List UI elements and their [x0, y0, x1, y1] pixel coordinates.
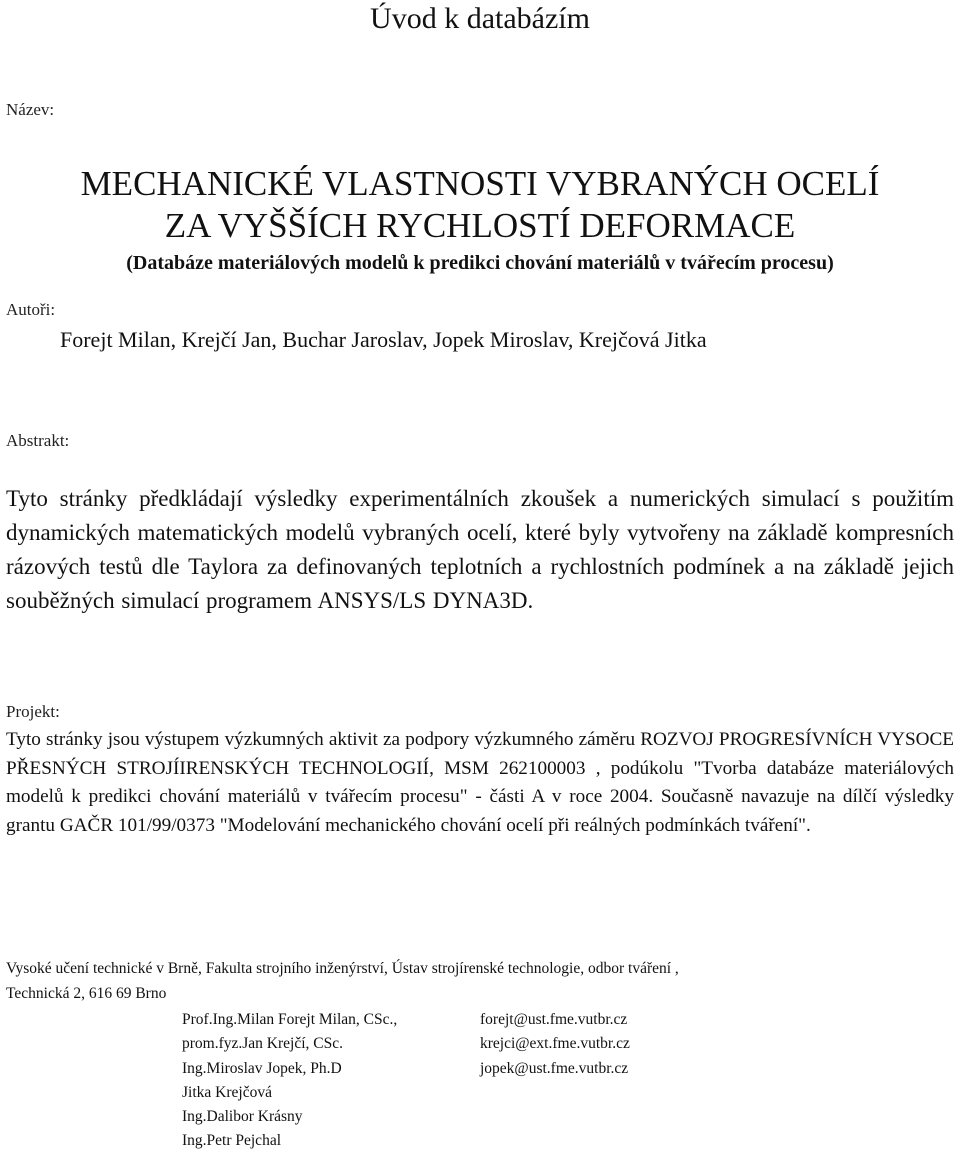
contact-email: jopek@ust.fme.vutbr.cz [480, 1059, 629, 1077]
document-title-line1: MECHANICKÉ VLASTNOSTI VYBRANÝCH OCELÍ [80, 164, 880, 203]
contact-email: forejt@ust.fme.vutbr.cz [480, 1011, 628, 1028]
contact-row [182, 1105, 630, 1129]
contact-row [182, 1081, 630, 1105]
authors-label: Autoři: [6, 300, 56, 319]
contact-email: krejci@ext.fme.vutbr.cz [480, 1035, 630, 1053]
contact-name: Prof.Ing.Milan Forejt Milan, CSc., [182, 1011, 398, 1028]
authors-text: Forejt Milan, Krejčí Jan, Buchar Jaroslav, Jopek Miroslav, Krejčová Jitka [60, 327, 707, 352]
abstract-label: Abstrakt: [6, 431, 70, 450]
document-title-line2: ZA VYŠŠÍCH RYCHLOSTÍ DEFORMACE [164, 206, 796, 245]
contact-list [182, 1008, 630, 1154]
contact-name: Ing.Dalibor Krásny [182, 1108, 303, 1126]
contact-name: prom.fyz.Jan Krejčí, CSc. [182, 1035, 343, 1053]
project-label: Projekt: [6, 702, 60, 721]
page-title: Úvod k databázím [370, 2, 590, 35]
contact-row [182, 1032, 630, 1056]
document-subtitle: (Databáze materiálových modelů k predikci chování materiálů v tvářecím procesu) [126, 252, 834, 274]
contact-name: Ing.Miroslav Jopek, Ph.D [182, 1059, 342, 1077]
contact-row [182, 1057, 630, 1081]
contact-row [182, 1129, 630, 1153]
contact-name: Ing.Petr Pejchal [182, 1132, 282, 1150]
project-text: Tyto stránky jsou výstupem výzkumných aktivit za podpory výzkumného záměru ROZVOJ PROGRESÍVNÍCH VYSOCE PŘESNÝCH STROJÍIRENSKÝCH TECHNOLOGIÍ, MSM 262100003 , podúkolu "Tvorba databáze materiálových modelů k predikci chování materiálů v tvářecím procesu" - části A v roce 2004. Současně navazuje na dílčí výsledky grantu GAČR 101/99/0373 "Modelování mechanického chování ocelí při reálných podmínkách tváření". [6, 729, 954, 836]
name-label: Název: [6, 100, 55, 119]
institution-line2: Technická 2, 616 69 Brno [6, 985, 167, 1002]
contact-row [182, 1008, 630, 1032]
contact-name: Jitka Krejčová [182, 1083, 272, 1101]
institution-line1: Vysoké učení technické v Brně, Fakulta strojního inženýrství, Ústav strojírenské technologie, odbor tváření , [6, 960, 679, 977]
abstract-text: Tyto stránky předkládají výsledky experimentálních zkoušek a numerických simulací s použitím dynamických matematických modelů vybraných ocelí, které byly vytvořeny na základě kompresních rázových testů dle Taylora za definovaných teplotních a rychlostních podmínek a na základě jejich souběžných simulací programem ANSYS/LS DYNA3D. [6, 486, 954, 613]
